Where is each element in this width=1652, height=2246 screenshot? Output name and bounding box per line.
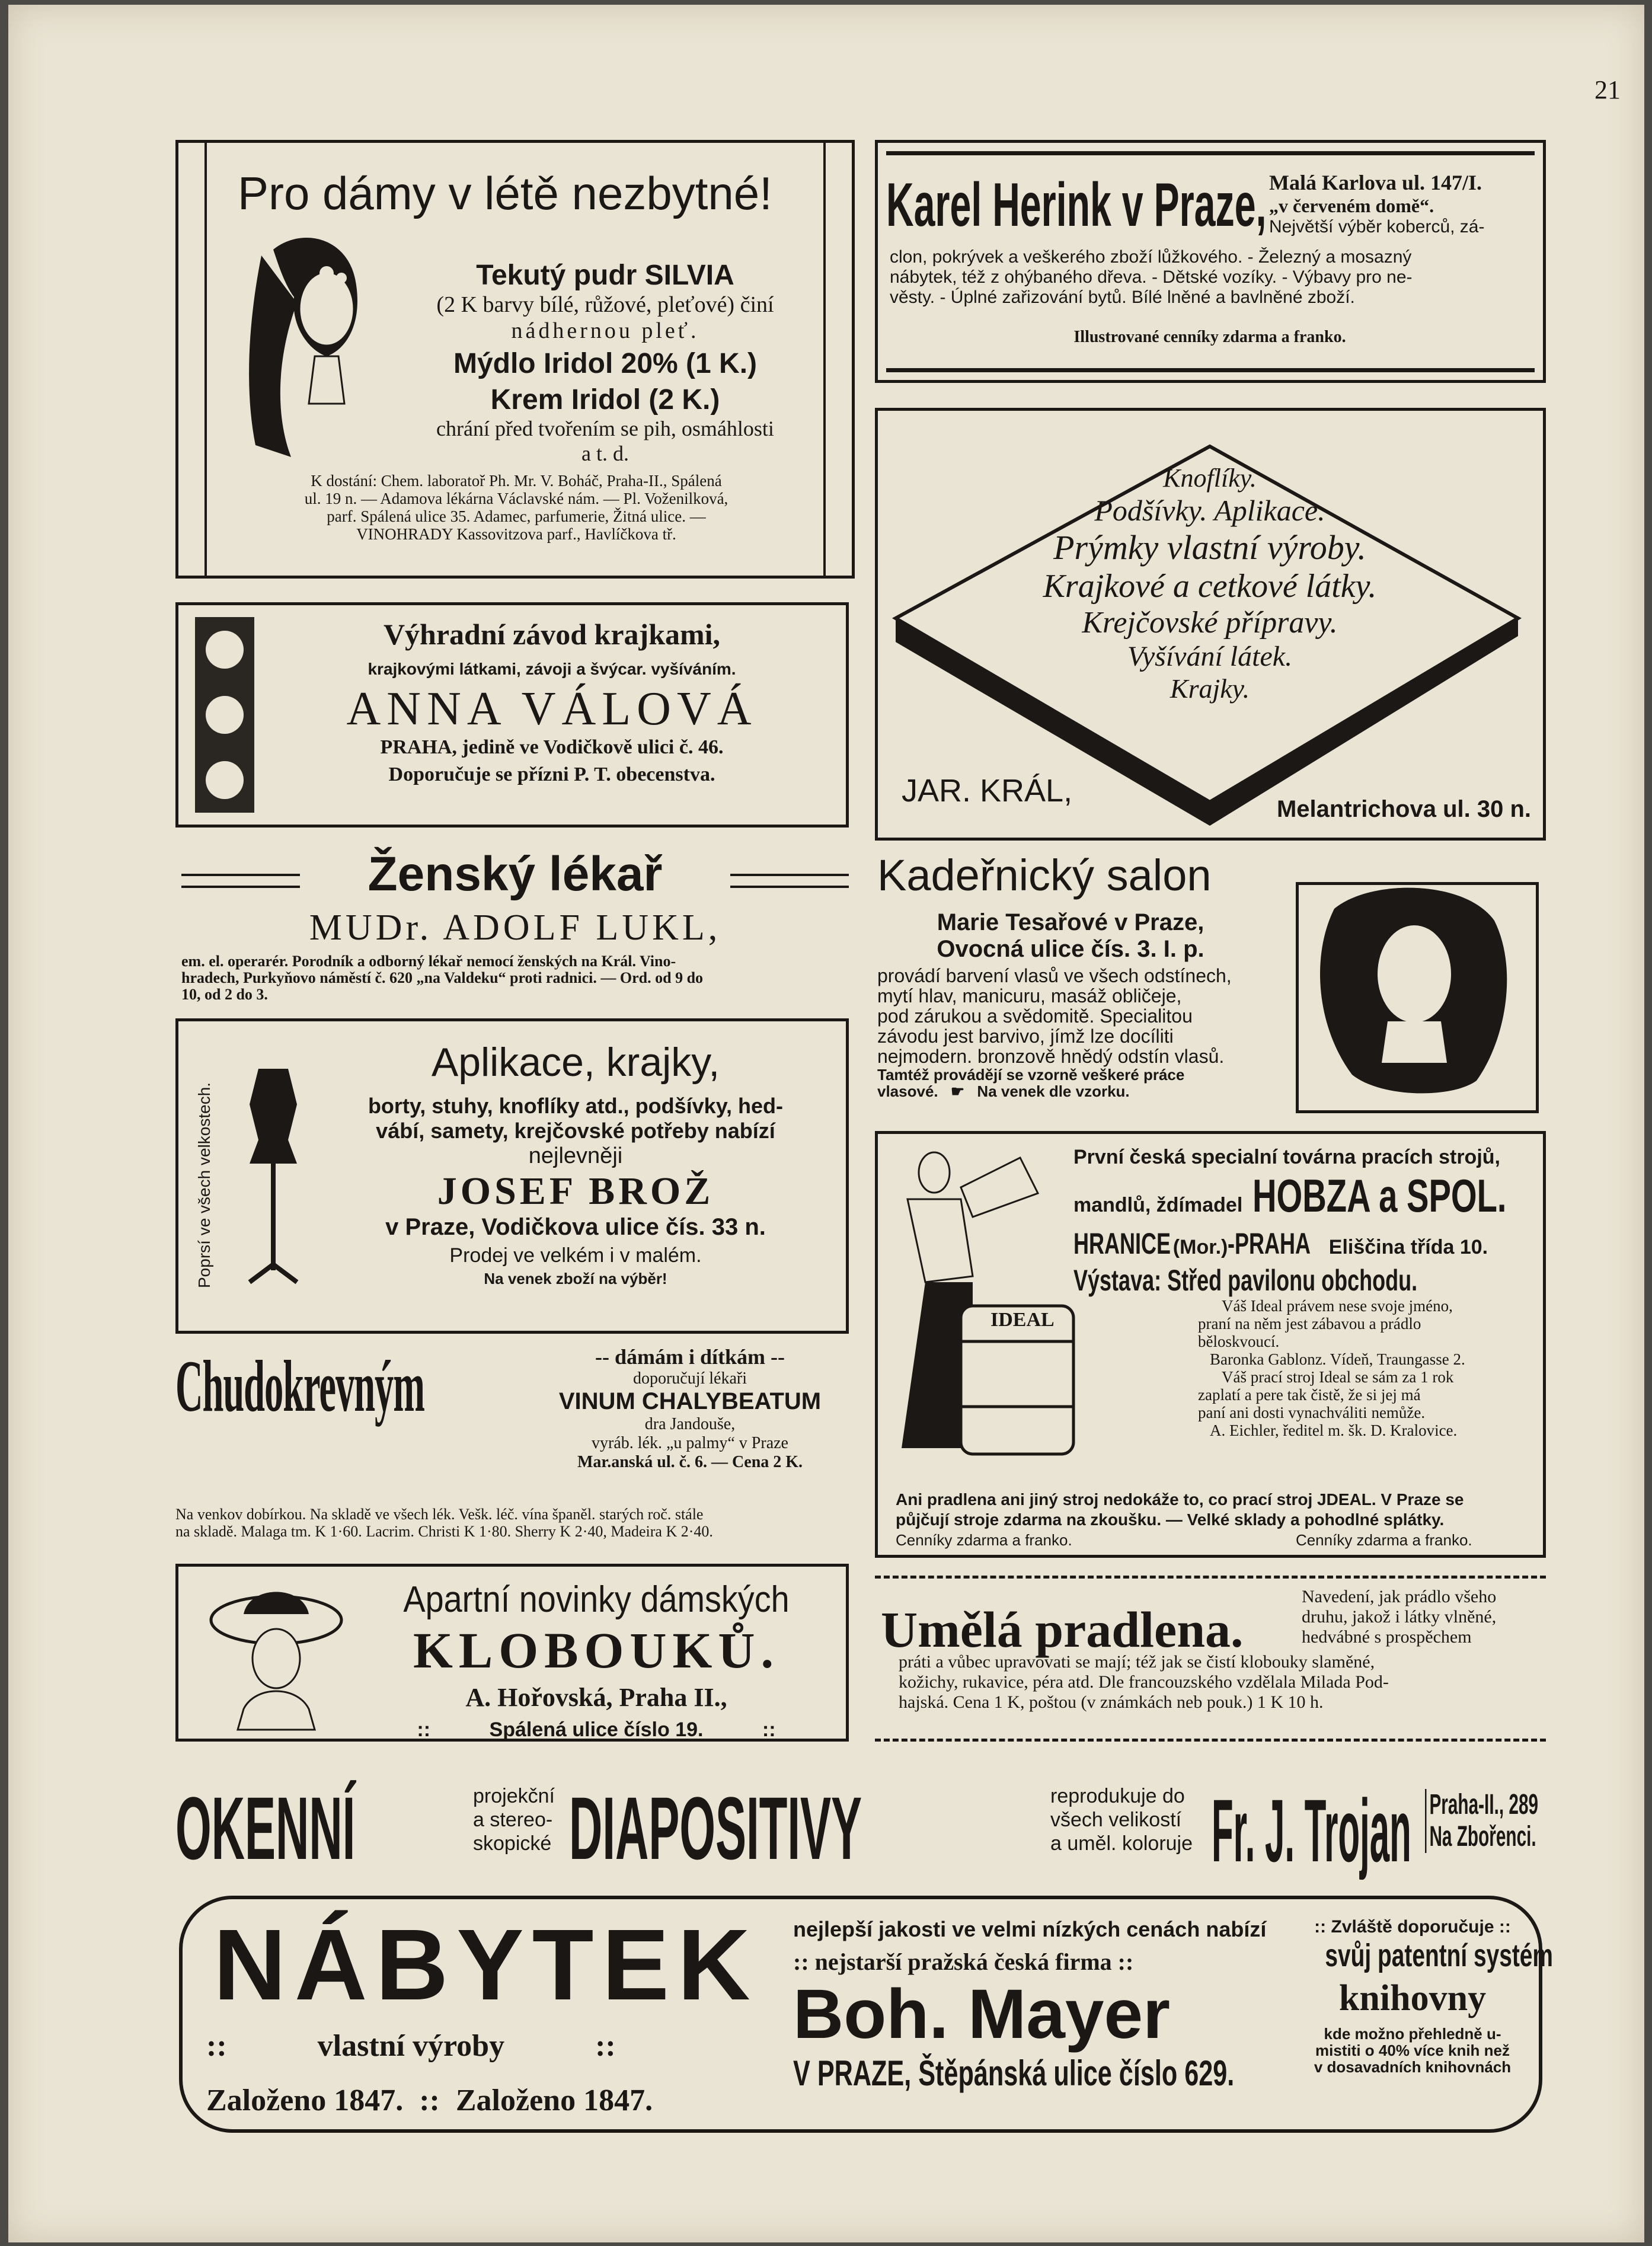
quote-line-5: Váš prací stroj Ideal se sám za 1 rok [1222, 1368, 1454, 1386]
item-3: Prýmky vlastní výroby. [1053, 528, 1366, 567]
ad-title: Pro dámy v létě nezbytné! [238, 167, 772, 219]
text-line-1: provádí barvení vlasů ve všech odstínech, [877, 965, 1232, 986]
ad-line-3: ANNA VÁLOVÁ [346, 683, 758, 735]
ad-hobza-a-spol [875, 1131, 1546, 1558]
heading-1: První česká specialní továrna pracích strojů, [1073, 1146, 1500, 1168]
ad-title: Kadeřnický salon [877, 851, 1212, 900]
address-line-2: Na Zbořenci. [1429, 1821, 1536, 1852]
street-address: Eliščina třída 10. [1328, 1236, 1488, 1258]
ad-line-5: JOSEF BROŽ [437, 1170, 714, 1213]
ad-kadernicky-salon [875, 850, 1546, 1117]
ad-anna-valova [175, 602, 849, 828]
pointing-hand-icon: ☛ [950, 1082, 965, 1100]
address-line-1: Praha-II., 289 [1429, 1789, 1539, 1820]
ad-line-8: Na venek zboží na výběr! [484, 1270, 667, 1287]
company-name: JAR. KRÁL, [902, 773, 1073, 809]
text-line-4: Illustrované cenníky zdarma a franko. [1073, 328, 1346, 346]
right-line-6: v dosavadních knihovnách [1314, 2058, 1512, 2076]
ad-line-1: Tekutý pudr SILVIA [476, 260, 734, 291]
company-name: Fr. J. Trojan [1212, 1781, 1411, 1880]
right-line-1: reprodukuje do [1050, 1785, 1185, 1807]
company-name: Karel Herink v Praze, [886, 171, 1267, 239]
ad-karel-herink [875, 140, 1546, 383]
subtitle-1: Marie Tesařové v Praze, [937, 909, 1204, 935]
text-line-1: clon, pokrývek a veškerého zboží lůžkového. - Železný a mosazný [890, 247, 1412, 267]
ornament-right-bar [823, 143, 852, 576]
woman-hair-illustration [1299, 885, 1530, 1104]
footer-line-4: VINOHRADY Kassovitzova parf., Havlíčkova tř. [356, 525, 676, 543]
bottom-line-1: Ani pradlena ani jiný stroj nedokáže to, co prací stroj JDEAL. V Praze se [896, 1490, 1464, 1509]
rule-top [886, 151, 1535, 155]
rule-left [181, 874, 300, 888]
city-name: HRANICE [1073, 1227, 1171, 1260]
city-region: (Mor.) [1172, 1236, 1228, 1258]
quote-line-7: paní ani dosti vynachváliti nemůže. [1198, 1404, 1426, 1421]
text-line-8: Na venek dle vzorku. [977, 1082, 1130, 1100]
deco-right: :: [762, 1718, 776, 1741]
ad-title: Ženský lékař [368, 847, 663, 901]
bottom-line-4: Cenníky zdarma a franko. [1295, 1531, 1472, 1549]
right-line-3: VINUM CHALYBEATUM [558, 1388, 822, 1414]
ad-line-2: krajkovými látkami, závoji a švýcar. vyšíváním. [368, 660, 736, 678]
text-line-7: vlasové. [877, 1082, 938, 1100]
barrel-label: IDEAL [990, 1309, 1055, 1331]
quote-line-2: praní na něm jest zábavou a prádlo [1198, 1315, 1421, 1333]
ad-line-2: borty, stuhy, knoflíky atd., podšívky, hed- [368, 1094, 784, 1118]
ad-line-6: chrání před tvořením se pih, osmáhlosti [436, 417, 774, 440]
ad-line-1: Výhradní závod krajkami, [383, 618, 721, 651]
rule-bottom [886, 368, 1535, 372]
right-line-1: -- dámám i dítkám -- [595, 1345, 785, 1369]
praha-label: -PRAHA [1228, 1227, 1311, 1260]
address-line-2: „v červeném domě“. [1269, 195, 1434, 216]
dress-form-illustration [232, 1057, 315, 1300]
small-line-2: a stereo- [473, 1809, 553, 1831]
item-5: Krejčovské přípravy. [1082, 606, 1338, 640]
word-okenni: OKENNÍ [175, 1778, 356, 1878]
text-line-2: nábytek, též z ohýbaného dřeva. - Dětské vozíky. - Výbavy pro ne- [890, 267, 1413, 287]
portraits-column [195, 617, 254, 813]
text-line-2: mytí hlav, manicuru, masáž obličeje, [877, 985, 1182, 1007]
vlastni-vyroby: vlastní výroby [317, 2029, 505, 2063]
right-line-2: doporučují lékaři [632, 1369, 747, 1388]
big-word-nabytek: NÁBYTEK [213, 1909, 759, 2021]
company-address: V PRAZE, Štěpánská ulice číslo 629. [793, 2053, 1235, 2093]
deco-left: :: [417, 1718, 431, 1741]
ad-line-3: vábí, samety, krejčovské potřeby nabízí [376, 1119, 775, 1143]
rule-right [730, 874, 849, 888]
text-line-4: závodu jest barvivo, jímž lze docíliti [877, 1025, 1174, 1047]
woman-hat-illustration [208, 1579, 344, 1733]
mid-line-1: nejlepší jakosti ve velmi nízkých cenách nabízí [793, 1917, 1267, 1941]
ad-klobouky [175, 1564, 849, 1742]
ad-line-1: Aplikace, krajky, [431, 1040, 720, 1085]
company-name: Boh. Mayer [793, 1975, 1171, 2053]
text-line-2: kožichy, rukavice, péra atd. Dle francouzského vzdělala Milada Pod- [899, 1672, 1389, 1692]
ad-okenni-diapositivy [175, 1777, 1546, 1878]
deco-mid: :: [419, 2084, 440, 2117]
footer-line-2: ul. 19 n. — Adamova lékárna Václavské nám. — Pl. Voženilková, [304, 490, 728, 507]
text-line-1: práti a vůbec upravovati se mají; též jak se čistí klobouky slaměné, [899, 1652, 1375, 1672]
text-line-3: hajská. Cena 1 K, poštou (v známkách neb pouk.) 1 K 10 h. [899, 1692, 1324, 1712]
ad-line-3: nádhernou pleť. [511, 318, 699, 343]
right-line-3: knihovny [1338, 1978, 1487, 2018]
mid-line-2: :: nejstarší pražská česká firma :: [793, 1948, 1134, 1975]
address-line-1: Malá Karlova ul. 147/I. [1269, 171, 1482, 194]
exhibition-line: Výstava: Střed pavilonu obchodu. [1073, 1264, 1418, 1297]
founded-right: Založeno 1847. [455, 2084, 653, 2117]
ad-jar-kral [875, 408, 1546, 841]
woman-portrait-illustration [238, 232, 380, 463]
item-7: Krajky. [1169, 673, 1250, 704]
bottom-line-1: Na venkov dobírkou. Na skladě ve všech lék. Vešk. léč. vína španěl. starých roč. stále [175, 1506, 704, 1523]
text-line-3: 10, od 2 do 3. [181, 986, 268, 1003]
bottom-line-3: Cenníky zdarma a franko. [896, 1531, 1072, 1549]
right-line-1: Navedení, jak prádlo všeho [1302, 1587, 1497, 1606]
newspaper-page [8, 5, 1644, 2242]
ad-line-5: Krem Iridol (2 K.) [490, 384, 720, 416]
ad-zensky-lekar [175, 846, 855, 1012]
deco-left: :: [206, 2029, 227, 2063]
ad-boh-mayer [179, 1896, 1554, 2133]
quote-line-4: Baronka Gablonz. Vídeň, Traungasse 2. [1210, 1350, 1465, 1368]
right-line-2: druhu, jakož i látky vlněné, [1302, 1607, 1497, 1627]
ad-big-title: Chudokrevným [175, 1346, 424, 1427]
ad-line-1: Apartní novinky dámských [403, 1579, 790, 1620]
right-line-2: svůj patentní systém [1325, 1938, 1554, 1973]
ad-line-5: Doporučuje se přízni P. T. obecenstva. [388, 763, 715, 785]
ad-josef-broz [175, 1018, 849, 1334]
heading-2: mandlů, ždímadel [1073, 1194, 1243, 1216]
ad-line-2: KLOBOUKŮ. [413, 1622, 779, 1679]
ad-line-4: PRAHA, jedině ve Vodičkově ulici č. 46. [380, 736, 724, 758]
ad-line-4: Mýdlo Iridol 20% (1 K.) [453, 348, 758, 379]
doctor-name: MUDr. ADOLF LUKL, [309, 908, 721, 948]
washing-machine-illustration [884, 1140, 1079, 1472]
item-6: Vyšívání látek. [1127, 641, 1293, 672]
page-number: 21 [1595, 75, 1621, 104]
ad-line-7: Prodej ve velkém i v malém. [449, 1244, 702, 1267]
footer-line-3: parf. Spálená ulice 35. Adamec, parfumerie, Žitná ulice. — [327, 507, 706, 525]
right-line-4: dra Jandouše, [644, 1415, 736, 1433]
portrait-frame [1296, 882, 1539, 1113]
quote-line-8: A. Eichler, ředitel m. šk. D. Kralovice. [1210, 1421, 1458, 1439]
company-name: HOBZA a SPOL. [1252, 1170, 1507, 1222]
text-line-6: Tamtéž provádějí se vzorně veškeré práce [877, 1066, 1185, 1084]
quote-line-6: zaplatí a pere tak čistě, že si jej má [1198, 1386, 1421, 1404]
text-line-0: Největší výběr koberců, zá- [1269, 217, 1485, 237]
right-line-4: kde možno přehledně u- [1324, 2025, 1501, 2043]
text-line-3: věsty. - Úplné zařizování bytů. Bílé lněné a bavlněné zboží. [890, 287, 1355, 307]
item-4: Krajkové a cetkové látky. [1043, 568, 1377, 605]
ad-line-4: Spálená ulice číslo 19. [489, 1718, 704, 1741]
ornament-left-bar [178, 143, 207, 576]
text-line-5: nejmodern. bronzově hnědý odstín vlasů. [877, 1046, 1225, 1067]
quote-line-1: Váš Ideal právem nese svoje jméno, [1222, 1297, 1453, 1315]
text-line-1: em. el. operarér. Porodník a odborný lékař nemocí ženských na Král. Vino- [181, 953, 676, 970]
founded-left: Založeno 1847. [206, 2084, 404, 2117]
ad-line-2: (2 K barvy bílé, růžové, pleťové) činí [436, 292, 774, 317]
footer-line-1: K dostání: Chem. laboratoř Ph. Mr. V. Boháč, Praha-II., Spálená [311, 472, 722, 490]
bottom-line-2: na skladě. Malaga tm. K 1·60. Lacrim. Christi K 1·80. Sherry K 2·40, Madeira K 2·40. [175, 1523, 713, 1540]
small-line-1: projekční [473, 1785, 555, 1807]
ad-umela-pradlena [875, 1576, 1546, 1742]
right-line-2: všech velikostí [1050, 1809, 1182, 1831]
ad-title: Umělá pradlena. [881, 1601, 1244, 1658]
bottom-line-2: půjčují stroje zdarma na zkoušku. — Velké sklady a pohodlné splátky. [896, 1510, 1445, 1529]
side-text: Poprsí ve všech velkostech. [195, 1082, 213, 1288]
quote-line-3: běloskvoucí. [1198, 1333, 1280, 1350]
word-diapositivy: DIAPOSITIVY [569, 1778, 862, 1878]
text-line-3: pod zárukou a svědomitě. Specialitou [877, 1005, 1193, 1027]
ad-line-3: A. Hořovská, Praha II., [465, 1683, 727, 1712]
item-2: Podšívky. Aplikace. [1094, 494, 1325, 527]
right-line-3: hedvábné s prospěchem [1302, 1627, 1472, 1647]
ad-pro-damy [175, 140, 855, 579]
right-line-5: mistiti o 40% více knih než [1315, 2041, 1510, 2059]
company-address: Melantrichova ul. 30 n. [1276, 796, 1531, 822]
small-line-3: skopické [473, 1832, 552, 1855]
ad-line-6: v Praze, Vodičkova ulice čís. 33 n. [385, 1214, 766, 1240]
item-1: Knoflíky. [1163, 464, 1257, 493]
subtitle-2: Ovocná ulice čís. 3. I. p. [937, 936, 1204, 962]
ad-line-4: nejlevněji [528, 1143, 623, 1168]
text-line-2: hradech, Purkyňovo náměstí č. 620 „na Valdeku“ proti radnici. — Ord. od 9 do [181, 969, 704, 986]
right-line-6: Mar.anská ul. č. 6. — Cena 2 K. [577, 1453, 803, 1471]
deco-right: :: [595, 2029, 616, 2063]
right-line-5: vyráb. lék. „u palmy“ v Praze [592, 1434, 788, 1452]
right-line-1: :: Zvláště doporučuje :: [1314, 1917, 1511, 1937]
right-line-3: a uměl. koloruje [1050, 1832, 1193, 1855]
ad-chudokrevnym [175, 1344, 855, 1552]
ad-line-7: a t. d. [581, 442, 629, 465]
